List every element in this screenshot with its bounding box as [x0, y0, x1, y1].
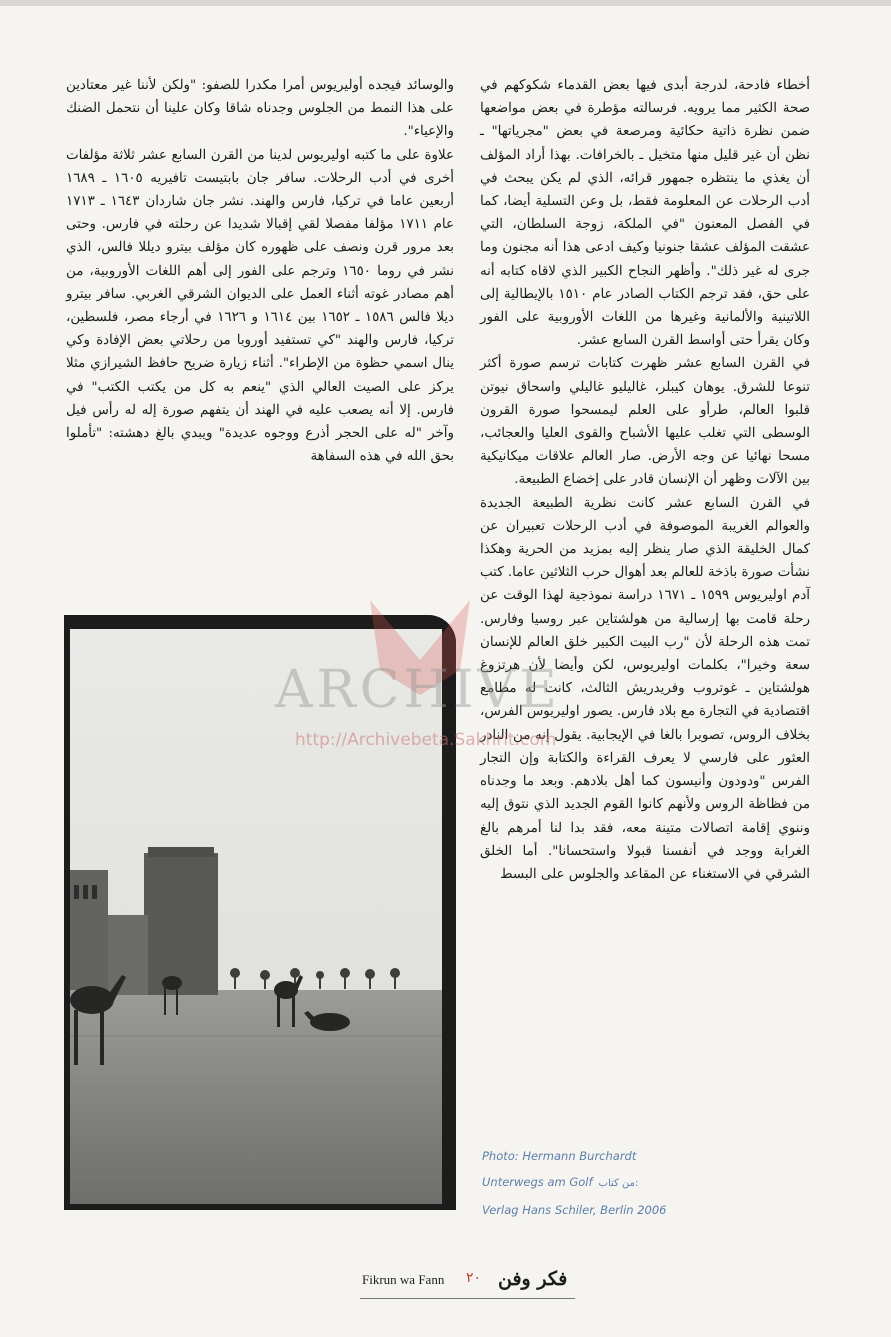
paragraph: علاوة على ما كتبه اوليريوس لدينا من القرن السابع عشر ثلاثة مؤلفات أخرى في أدب الرحلات. سافر جان بابتيست تافيريه ١٦٠٥ ـ ١٦٨٩ أربعين عاما في تركيا، فارس والهند. نشر جان شاردان ١٦٤٣ ـ ١٧١٣ عام ١٧١١ مؤلفا مفصلا لقي إقبالا شديدا عن رحلته في فارس. وحتى بعد مرور قرن ونصف على ظهوره كان مؤلف بيترو ديللا فالس، الذي نشر في روما ١٦٥٠ وترجم على الفور إلى أهم اللغات الأوروبية، من أهم مصادر غوته أثناء العمل على الديوان الشرقي الغربي. سافر بيترو ديلا فالس ١٥٨٦ ـ ١٦٥٢ بين ١٦١٤ و ١٦٢٦ في أرجاء مصر، فلسطين، تركيا، فارس والهند "كي تستفيد أوروبا من رحلاتي بعض الإفادة وكي ينال اسمي حظوة من الإطراء". أثناء زيارة ضريح حافظ الشيرازي مثلا يركز على الصيت العالي الذي "ينعم به كل من يكتب الكتب" في فارس. إلا أنه يصعب عليه في الهند أن يتفهم صورة إله له رأس فيل وآخر "له على الحجر أذرع ووجوه عديدة" ويبدي بالغ دهشته: "تأملوا بحق الله في هذه السفاهة	[66, 147, 455, 465]
caption-book-title: Unterwegs am Golf	[482, 1175, 593, 1189]
paragraph: في القرن السابع عشر كانت نظرية الطبيعة الجديدة والعوالم الغريبة الموصوفة في أدب الرحلات تعبيران عن كمال الخليقة الذي صار ينظر إليه بمزيد من الحرية وهكذا نشأت صورة باذخة للعالم بعد أهوال حرب الثلاثين عاما. كتب آدم اوليريوس ١٥٩٩ ـ ١٦٧١ دراسة نموذجية لهذا الوقت عن رحلة قامت بها إرسالية من هولشتاين عبر روسيا وفارس. تمت هذه الرحلة لأن "رب البيت الكبير خلق العالم للإنسان سعة وخيرا"، بكلمات اوليريوس، لكن وأيضا لأن هرتزوغ هولشتاين ـ غوتروب وفريدريش الثالث، كانت له مطامع اقتصادية في التجارة مع بلاد فارس. يصور اوليريوس الفرس، بخلاف الروس، تصويرا بالغا في الإيجابية. يقول إنه من النادر العثور على فارسي لا يعرف القراءة والكتابة وإن التجار الفرس "ودودون وأنيسون كما أهل بلادهم. وبعد ما وجدناه من فظاظة الروس ولأنهم كانوا القوم الجديد الذي نتوق إليه وننوي إقامة اتصالات متينة معه، فقد بدا لنا أمرهم بالغ الغرابة ووجد في أنفسنا قبولا واستحسانا". أما الخلق الشرقي في الاستغناء عن المقاعد والجلوس على البسط	[480, 495, 811, 882]
paragraph: والوسائد فيجده أوليريوس أمرا مكدرا للصفو: "ولكن لأننا غير معتادين على هذا النمط من الجلوس وجدناه شاقا وكان علينا أن نتحمل الضنك والإعياء".	[66, 78, 454, 140]
page-top-edge	[0, 0, 891, 6]
footer-magazine-name-en: Fikrun wa Fann	[362, 1272, 445, 1287]
caption-book-line	[482, 1169, 682, 1197]
watermark-text: ARCHIVE	[275, 660, 561, 720]
caption-publisher: Verlag Hans Schiler, Berlin 2006	[482, 1203, 667, 1217]
caption-book-prefix: من كتاب:	[598, 1178, 639, 1189]
footer-page-number: ٢٠	[466, 1270, 482, 1286]
caption-photo-credit: Photo: Hermann Burchardt	[482, 1149, 637, 1163]
paragraph: أخطاء فادحة، لدرجة أبدى فيها بعض القدماء شكوكهم في صحة الكثير مما يرويه. فرسالته مؤطرة في بعض مواضعها ضمن نظرة ذاتية حكائية ومرصعة في بعض "مجرياتها" ـ نظن أن غير قليل منها متخيل ـ بالخرافات. بهذا أراد المؤلف أن يغذي ما ينتظره جمهور قرائه، الذي لم يكن يبحث في أدب الرحلات عن المعلومة فقط، بل وعن التسلية أيضا، كما في الفصل المعنون "في الملكة، زوجة السلطان، التي عشقت المؤلف عشقا جنونيا وكيف ادعى هذا أنه مجنون وما جرى له غير ذلك". وأظهر النجاح الكبير الذي لاقاه كتابه أنه على حق، فقد ترجم الكتاب الصادر عام ١٥١٠ بالإيطالية إلى اللاتينية والألمانية وغيرها من اللغات الأوروبية على الفور وكان يقرأ حتى أواسط القرن السابع عشر.	[480, 78, 810, 349]
text-column-left	[66, 74, 454, 468]
footer-magazine-name-ar: فكر وفن	[498, 1268, 568, 1290]
page-footer	[360, 1268, 575, 1299]
photo-caption	[482, 1143, 682, 1223]
paragraph: في القرن السابع عشر ظهرت كتابات ترسم صورة أكثر تنوعا للشرق. يوهان كيبلر، غاليليو غاليلي واسحاق نيوتن قلبوا العالم، طرأو على العلم ليمسحوا صورة القرون الوسطى التي تغلب عليها الأشباح والقوى العليا والعجائب، مسحا نهائيا عن وجه الأرض. صار العالم علاقات ميكانيكية بين الآلات وظهر أن الإنسان قادر على إخضاع الطبيعة.	[480, 356, 810, 488]
text-column-right	[480, 74, 810, 886]
watermark-url: http://Archivebeta.Sakhrit.com	[295, 730, 557, 750]
